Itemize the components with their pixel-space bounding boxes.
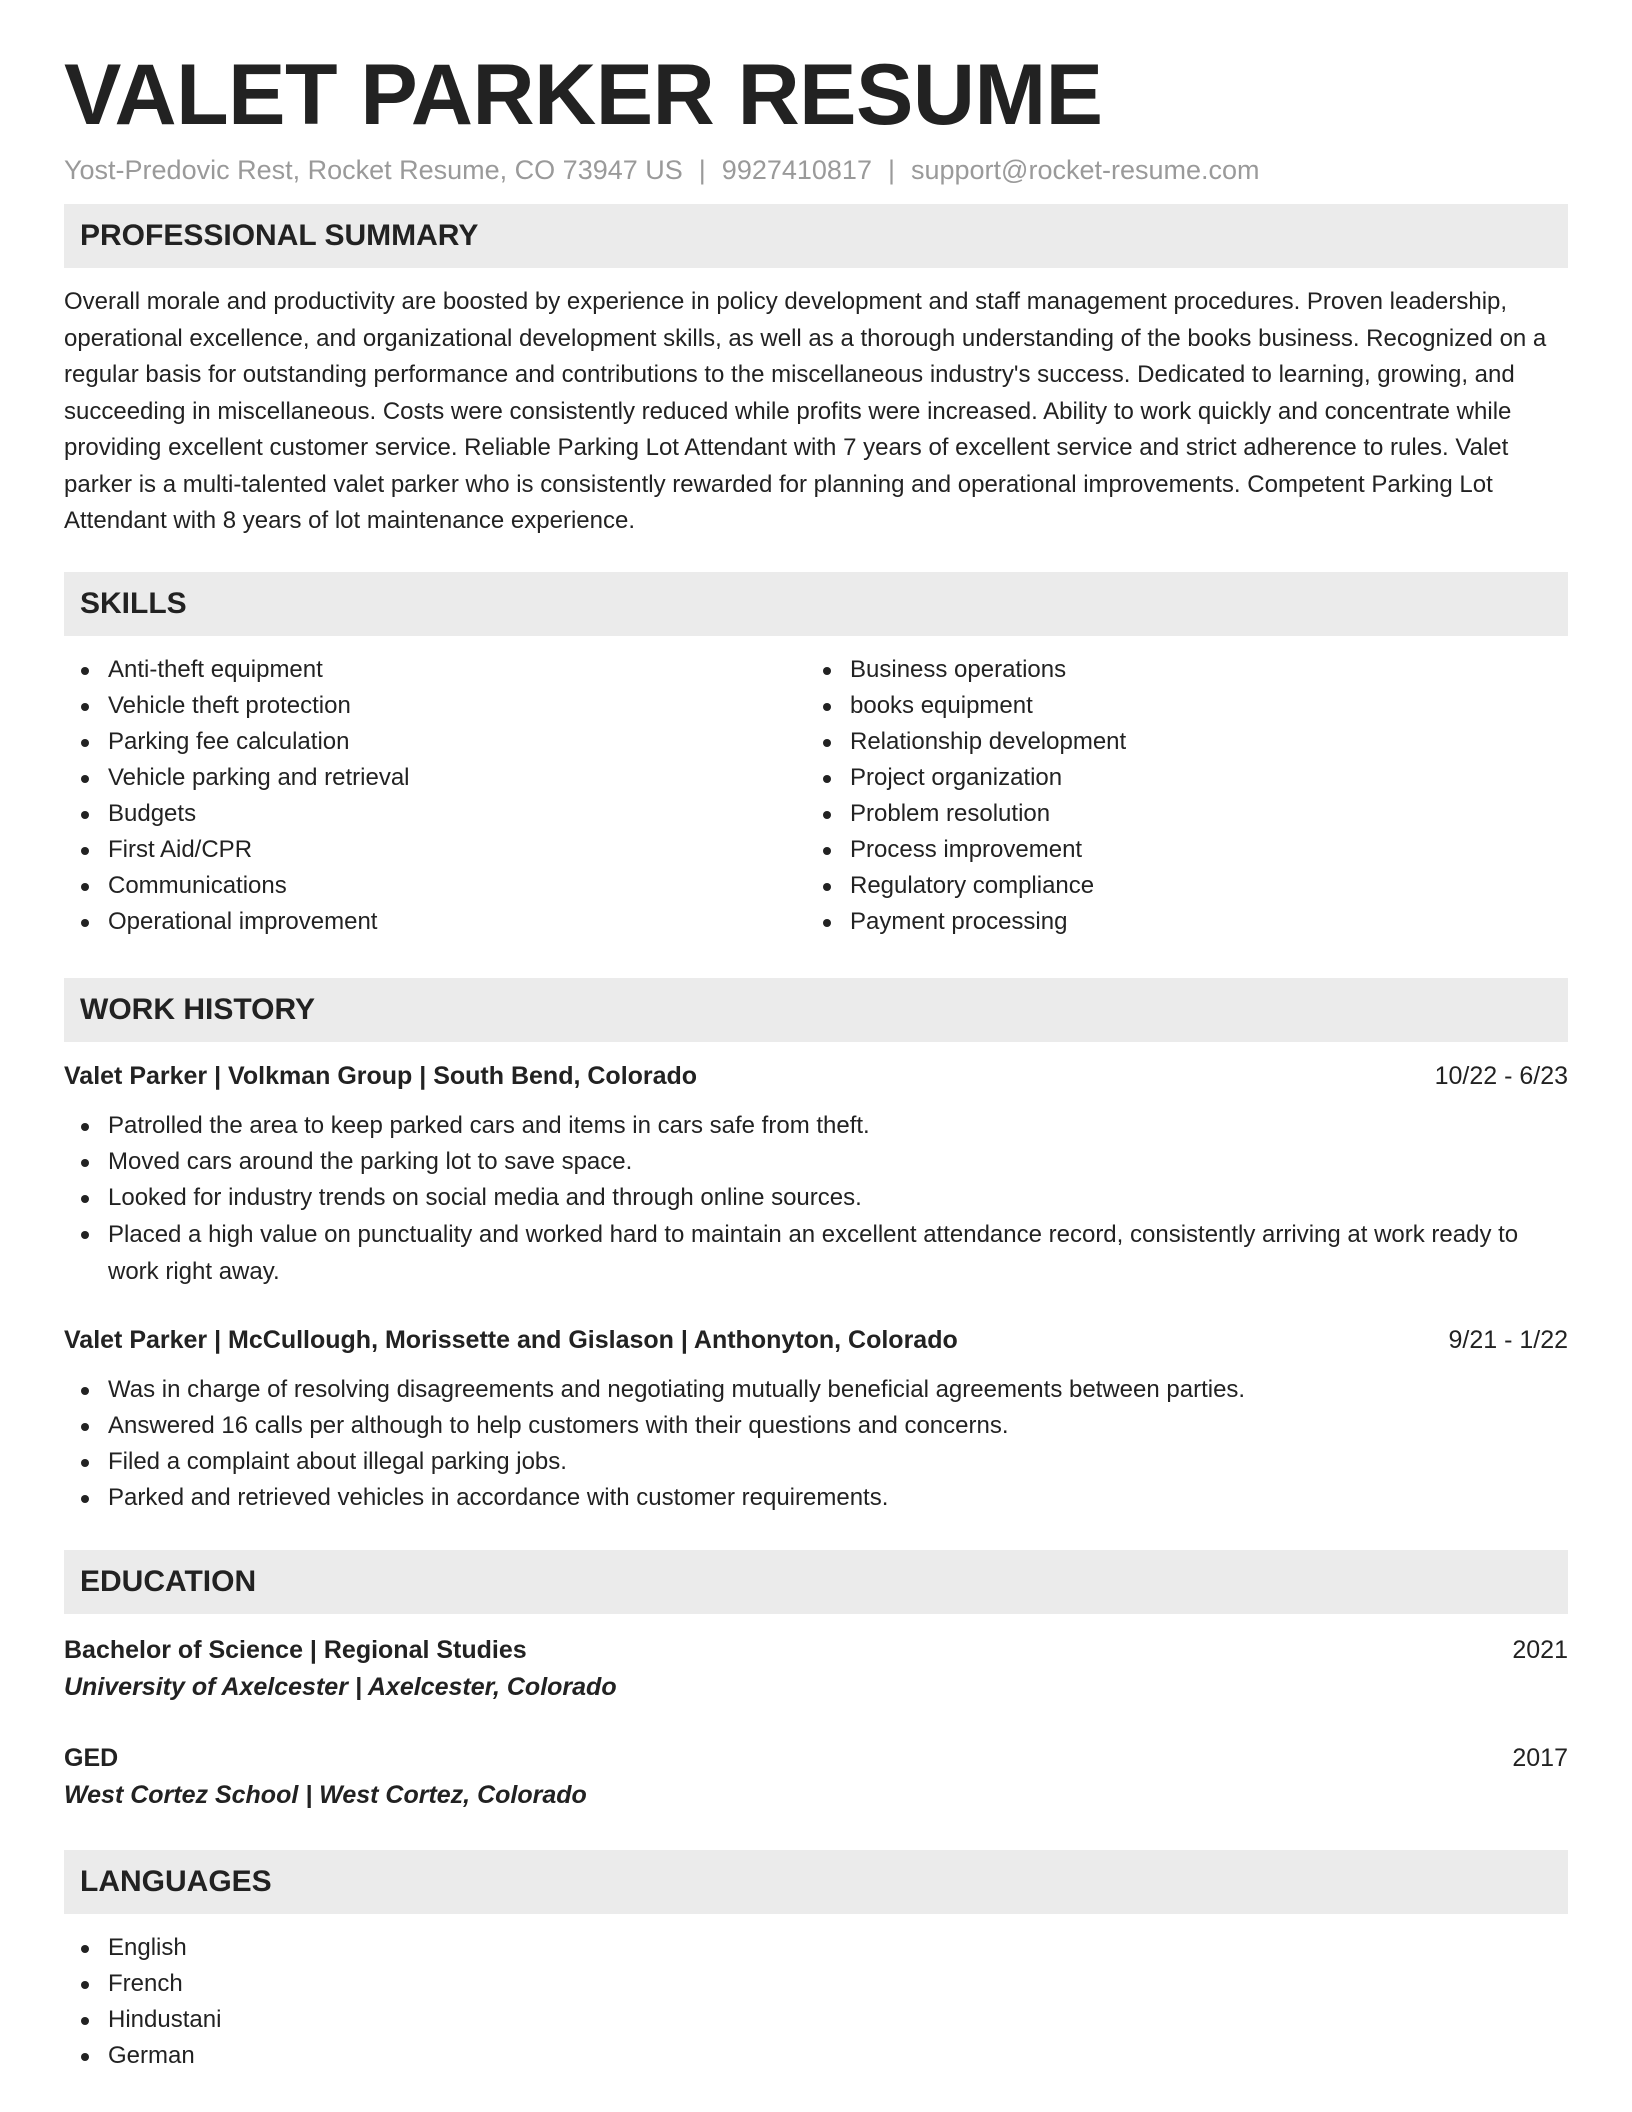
skills-list-right xyxy=(806,652,1548,940)
education-entry xyxy=(64,1632,1568,1706)
skill-item: Problem resolution xyxy=(806,796,1548,832)
skills-list-left xyxy=(64,652,806,940)
skill-item: Communications xyxy=(64,868,806,904)
language-item: German xyxy=(64,2038,1568,2074)
skill-item: Vehicle theft protection xyxy=(64,688,806,724)
contact-address: Yost-Predovic Rest, Rocket Resume, CO 73947 US xyxy=(64,155,683,185)
skill-item: Anti-theft equipment xyxy=(64,652,806,688)
contact-separator: | xyxy=(887,155,895,185)
skill-item: Relationship development xyxy=(806,724,1548,760)
job-bullet: Was in charge of resolving disagreements and negotiating mutually beneficial agreements between parties. xyxy=(64,1372,1568,1408)
job-bullet: Answered 16 calls per although to help customers with their questions and concerns. xyxy=(64,1408,1568,1444)
contact-email: support@rocket-resume.com xyxy=(910,155,1260,185)
education-header xyxy=(64,1740,1568,1776)
job-bullet: Patrolled the area to keep parked cars and items in cars safe from theft. xyxy=(64,1108,1568,1144)
skill-item: Business operations xyxy=(806,652,1548,688)
section-header-summary: PROFESSIONAL SUMMARY xyxy=(64,204,1568,268)
summary-text: Overall morale and productivity are boosted by experience in policy development and staff management procedures. Proven leadership, operational excellence, and organizational development skills, as well as a thorough understanding of the books business. Recognized on a regular basis for outstanding performance and contributions to the miscellaneous industry's success. Dedicated to learning, growing, and succeeding in miscellaneous. Costs were consistently reduced while profits were increased. Ability to work quickly and concentrate while providing excellent customer service. Reliable Parking Lot Attendant with 7 years of excellent service and strict adherence to rules. Valet parker is a multi-talented valet parker who is consistently rewarded for planning and operational improvements. Competent Parking Lot Attendant with 8 years of lot maintenance experience. xyxy=(64,288,1547,534)
skills-columns xyxy=(64,652,1568,940)
education-header xyxy=(64,1632,1568,1668)
job-header xyxy=(64,1058,1568,1094)
language-item: Hindustani xyxy=(64,2002,1568,2038)
job-bullet: Filed a complaint about illegal parking jobs. xyxy=(64,1444,1568,1480)
job-bullet: Moved cars around the parking lot to save space. xyxy=(64,1144,1568,1180)
job-dates: 10/22 - 6/23 xyxy=(1434,1061,1568,1090)
skill-item: First Aid/CPR xyxy=(64,832,806,868)
education-degree: Bachelor of Science | Regional Studies xyxy=(64,1635,527,1664)
job-title: Valet Parker | McCullough, Morissette and Gislason | Anthonyton, Colorado xyxy=(64,1325,958,1354)
skill-item: Regulatory compliance xyxy=(806,868,1548,904)
language-item: French xyxy=(64,1966,1568,2002)
skill-item: Parking fee calculation xyxy=(64,724,806,760)
contact-separator: | xyxy=(698,155,706,185)
job-entry xyxy=(64,1322,1568,1516)
languages-list xyxy=(64,1930,1568,2074)
section-header-work-history: WORK HISTORY xyxy=(64,978,1568,1042)
resume-title: VALET PARKER RESUME xyxy=(64,47,1103,143)
skill-item: Vehicle parking and retrieval xyxy=(64,760,806,796)
job-bullet: Placed a high value on punctuality and worked hard to maintain an excellent attendance record, consistently arriving at work ready to work right away. xyxy=(64,1216,1568,1290)
language-item: English xyxy=(64,1930,1568,1966)
job-header xyxy=(64,1322,1568,1358)
education-entry xyxy=(64,1740,1568,1814)
job-bullet: Parked and retrieved vehicles in accordance with customer requirements. xyxy=(64,1480,1568,1516)
education-year: 2017 xyxy=(1512,1743,1568,1772)
section-header-education: EDUCATION xyxy=(64,1550,1568,1614)
skill-item: Operational improvement xyxy=(64,904,806,940)
job-dates: 9/21 - 1/22 xyxy=(1448,1325,1568,1354)
skill-item: Payment processing xyxy=(806,904,1548,940)
skill-item: Project organization xyxy=(806,760,1548,796)
skill-item: Budgets xyxy=(64,796,806,832)
skill-item: Process improvement xyxy=(806,832,1548,868)
job-bullet: Looked for industry trends on social media and through online sources. xyxy=(64,1180,1568,1216)
education-year: 2021 xyxy=(1512,1635,1568,1664)
education-school: West Cortez School | West Cortez, Colorado xyxy=(64,1780,587,1809)
education-school: University of Axelcester | Axelcester, Colorado xyxy=(64,1672,617,1701)
job-bullets xyxy=(64,1372,1568,1516)
contact-line xyxy=(64,150,1568,198)
contact-phone: 9927410817 xyxy=(721,155,872,185)
education-degree: GED xyxy=(64,1743,119,1772)
job-entry xyxy=(64,1058,1568,1290)
skill-item: books equipment xyxy=(806,688,1548,724)
job-bullets xyxy=(64,1108,1568,1290)
section-header-skills: SKILLS xyxy=(64,572,1568,636)
section-header-languages: LANGUAGES xyxy=(64,1850,1568,1914)
job-title: Valet Parker | Volkman Group | South Bend, Colorado xyxy=(64,1061,698,1090)
